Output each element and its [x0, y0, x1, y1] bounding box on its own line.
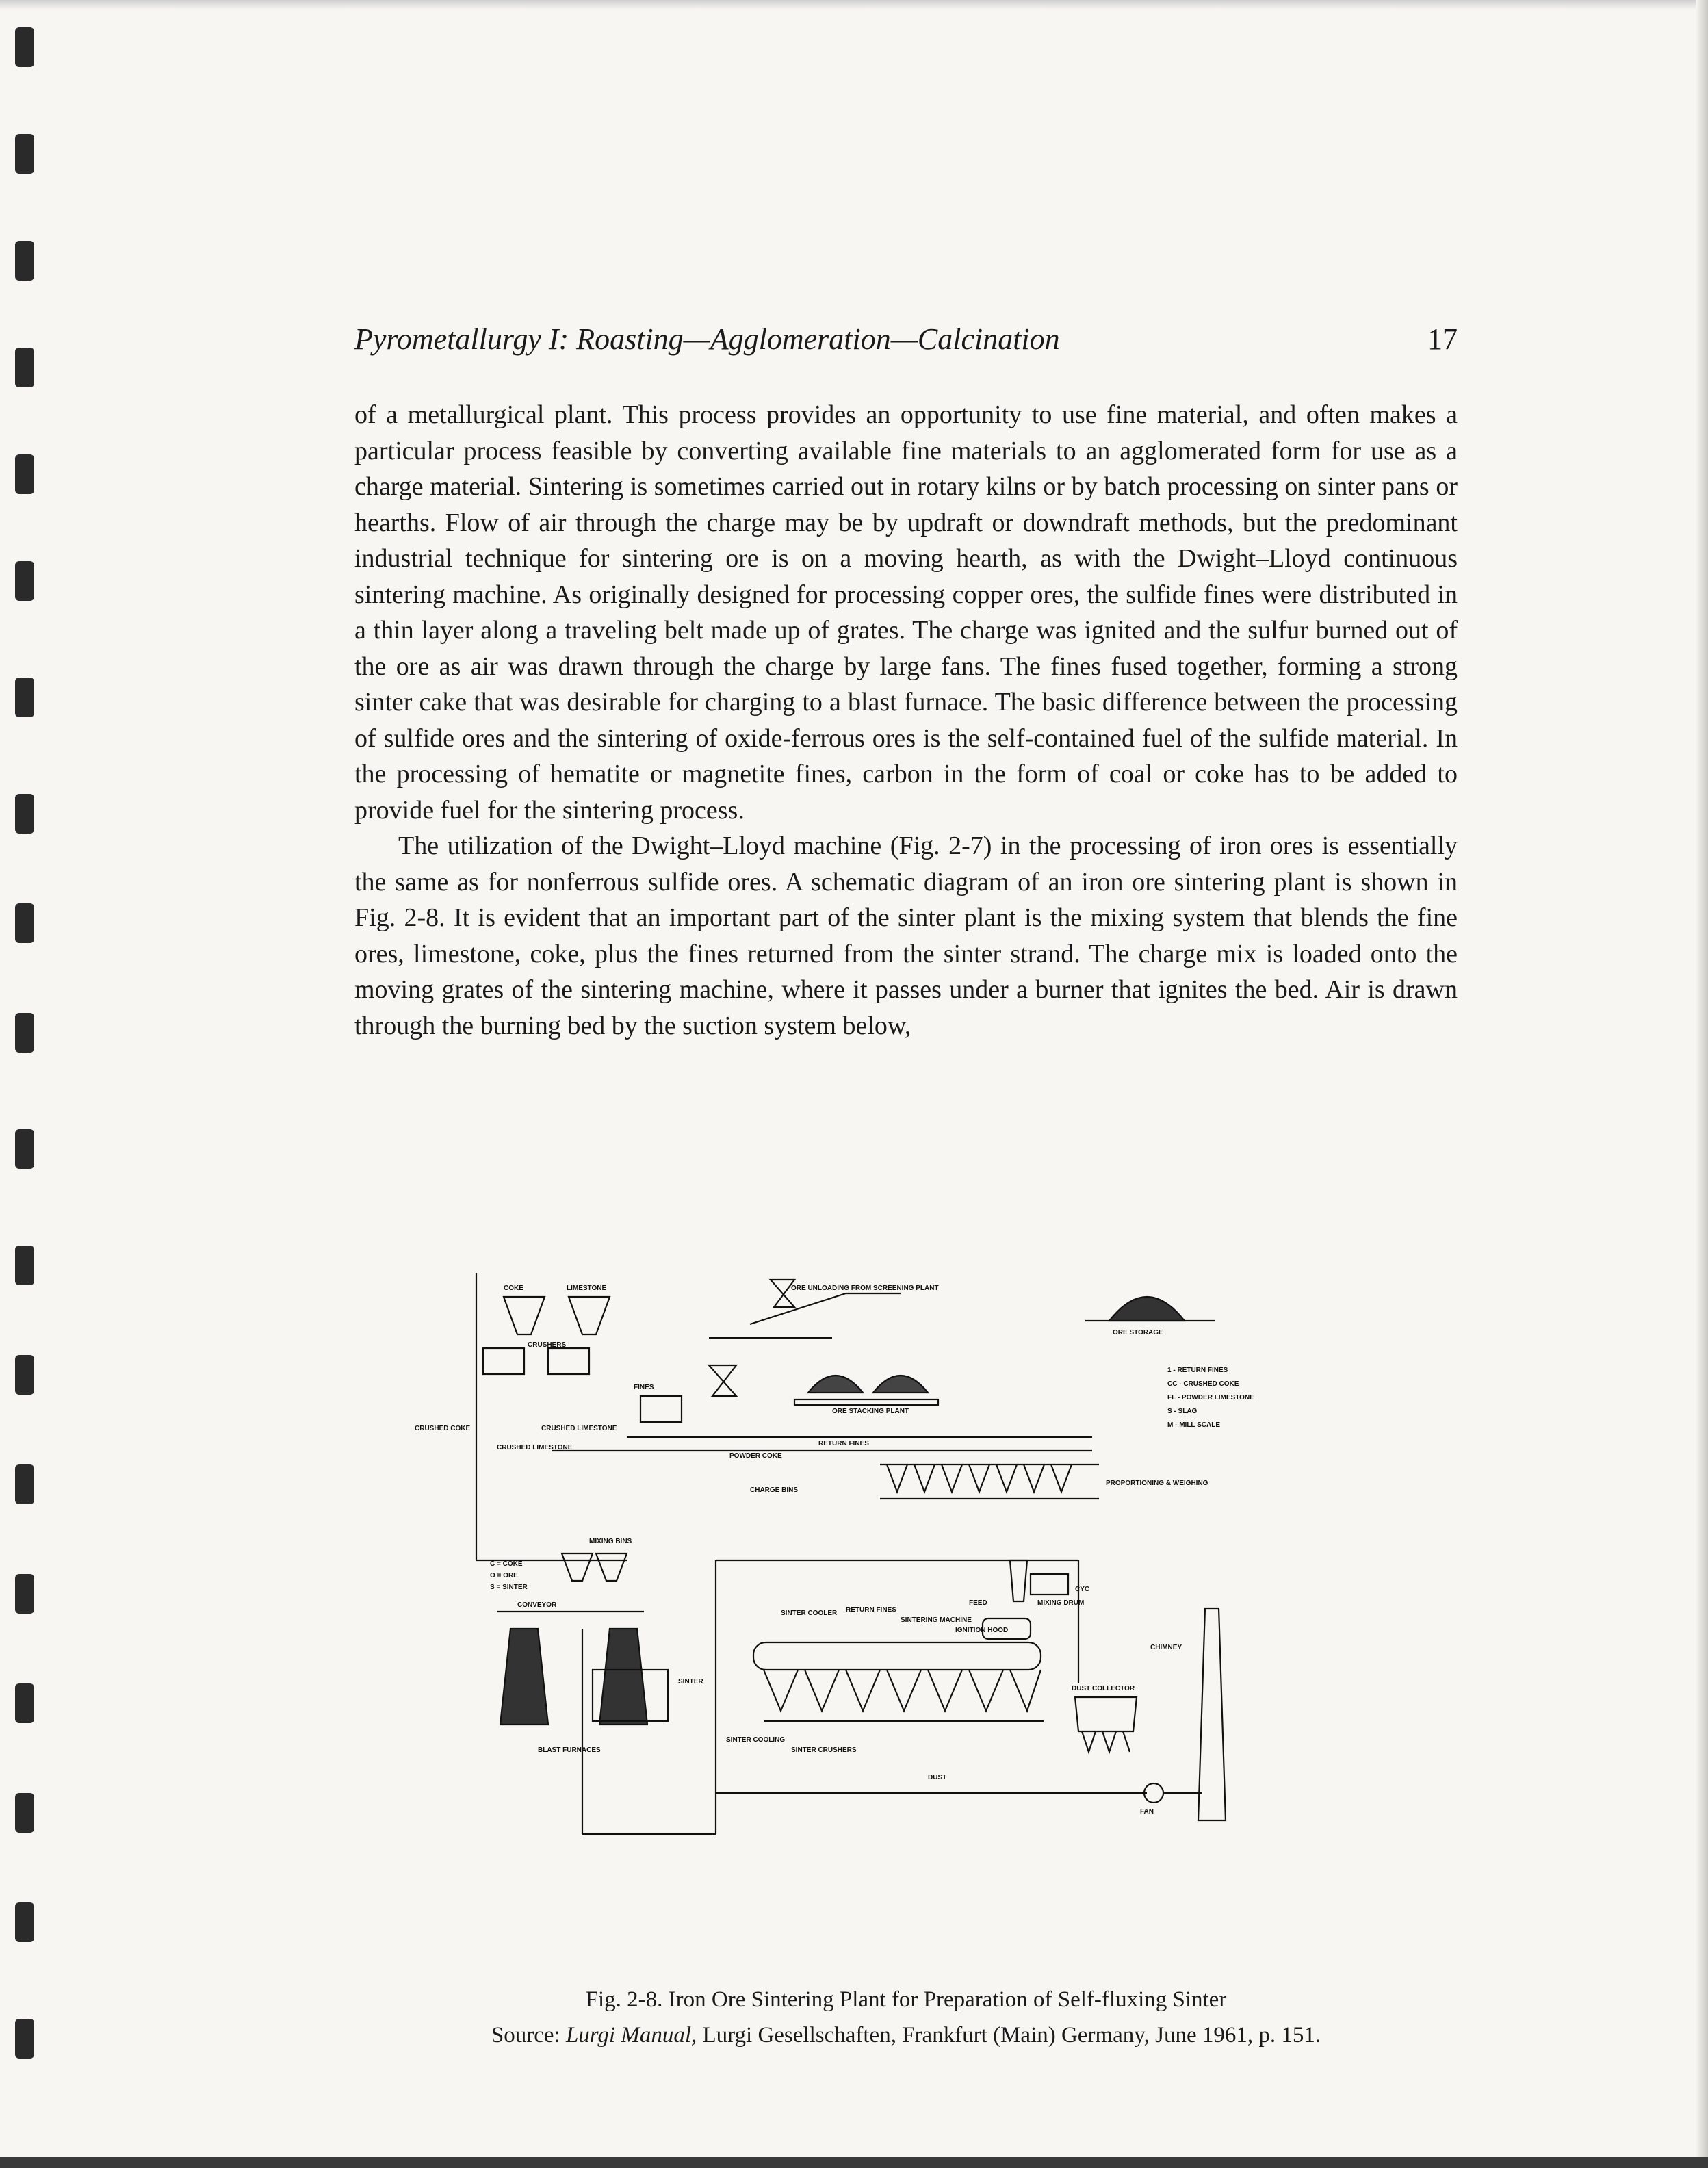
diagram-label: RETURN FINES [846, 1606, 896, 1614]
diagram-label: 1 - RETURN FINES [1167, 1367, 1228, 1374]
diagram-label: CYC [1075, 1586, 1090, 1593]
source-label: Source: [491, 2023, 560, 2048]
diagram-label: O = ORE [490, 1572, 518, 1579]
diagram-label: SINTER COOLING [726, 1736, 786, 1744]
blast-furnace-icon [500, 1629, 548, 1725]
binding-hole [15, 27, 34, 67]
binding-hole [15, 561, 34, 601]
diagram-label: DUST [928, 1774, 947, 1781]
mixing-bin-icon [596, 1553, 627, 1581]
diagram-label: CC - CRUSHED COKE [1167, 1380, 1239, 1388]
diagram-label: M - MILL SCALE [1167, 1421, 1221, 1429]
diagram-label: CRUSHED LIMESTONE [541, 1425, 617, 1432]
source-title: Lurgi Manual, [565, 2023, 697, 2048]
binding-hole [15, 903, 34, 943]
binding-hole [15, 1129, 34, 1169]
diagram-label: COKE [504, 1285, 523, 1292]
sintering-machine-icon [753, 1642, 1041, 1670]
diagram-label: CRUSHED COKE [415, 1425, 471, 1432]
diagram-label: ORE STACKING PLANT [832, 1408, 909, 1415]
binding-hole [15, 678, 34, 717]
blast-furnace-icon [599, 1629, 647, 1725]
coke-bin-icon [504, 1297, 545, 1334]
mixing-bin-icon [562, 1553, 593, 1581]
diagram-label: BLAST FURNACES [538, 1746, 601, 1754]
binding-hole [15, 1793, 34, 1833]
running-header [354, 322, 1458, 363]
ore-pile-icon [808, 1376, 863, 1393]
figure-source [354, 2017, 1458, 2053]
binding-hole [15, 1683, 34, 1723]
diagram-label: LIMESTONE [567, 1285, 607, 1292]
dust-collector-icon [1075, 1697, 1137, 1731]
binding-hole [15, 454, 34, 494]
diagram-label: MIXING BINS [589, 1538, 632, 1545]
binding-hole [15, 348, 34, 387]
crusher-icon [709, 1365, 736, 1396]
fan-icon [1144, 1783, 1163, 1803]
fan-icon [1031, 1574, 1068, 1595]
sintering-plant-diagram [408, 1232, 1400, 1964]
paragraph: The utilization of the Dwight–Lloyd machine (Fig. 2-7) in the processing of iron ores is essentially the same as for nonferrous sulfide ores. A schematic diagram of an iron ore sintering plant is shown in Fig. 2-8. It is evident that an important part of the sinter plant is the mixing system that blends the fine ores, limestone, coke, plus the fines returned from the sinter strand. The charge mix is loaded onto the moving grates of the sintering machine, where it passes under a burner that ignites the bed. Air is drawn through the burning bed by the suction system below, [354, 831, 1458, 1040]
diagram-label: FEED [969, 1599, 987, 1607]
diagram-label: MIXING DRUM [1037, 1599, 1085, 1607]
ore-pile-icon [873, 1376, 928, 1393]
scan-edge-top [0, 0, 1708, 10]
diagram-label: RETURN FINES [818, 1440, 869, 1447]
binding-hole [15, 1246, 34, 1285]
diagram-label: ORE STORAGE [1113, 1329, 1163, 1337]
diagram-label: CONVEYOR [517, 1601, 557, 1609]
binding-hole [15, 134, 34, 174]
diagram-label: S = SINTER [490, 1584, 528, 1591]
diagram-label: IGNITION HOOD [955, 1627, 1009, 1634]
crusher-icon [640, 1396, 682, 1422]
limestone-bin-icon [569, 1297, 610, 1334]
crusher-icon [548, 1348, 589, 1374]
ore-pile-icon [1109, 1297, 1185, 1321]
diagram-label: PROPORTIONING & WEIGHING [1106, 1480, 1208, 1487]
binding-hole [15, 1355, 34, 1395]
diagram-label: SINTERING MACHINE [901, 1616, 972, 1624]
binding-hole [15, 1464, 34, 1504]
crusher-icon [483, 1348, 524, 1374]
diagram-label: FL - POWDER LIMESTONE [1167, 1394, 1254, 1402]
body-text [354, 397, 1458, 1044]
diagram-label: CHIMNEY [1150, 1644, 1182, 1651]
diagram-label: ORE UNLOADING FROM SCREENING PLANT [791, 1285, 939, 1292]
source-details: Lurgi Gesellschaften, Frankfurt (Main) Germany, June 1961, p. 151. [702, 2023, 1321, 2048]
diagram-label: POWDER COKE [729, 1452, 782, 1460]
diagram-label: SINTER CRUSHERS [791, 1746, 857, 1754]
binding-hole [15, 1902, 34, 1942]
binding-hole [15, 2019, 34, 2059]
diagram-label: C = COKE [490, 1560, 523, 1568]
diagram-label: DUST COLLECTOR [1072, 1685, 1135, 1692]
diagram-label: S - SLAG [1167, 1408, 1198, 1415]
page-number: 17 [1427, 322, 1458, 356]
binding-hole [15, 1013, 34, 1053]
diagram-label: CRUSHERS [528, 1341, 567, 1349]
paragraph: of a metallurgical plant. This process provides an opportunity to use fine material, and often makes a particular process feasible by converting available fine materials to an agglomerated form for use as a charge material. Sintering is sometimes carried out in rotary kilns or by batch processing on sinter pans or hearths. Flow of air through the charge may be by updraft or downdraft methods, but the predominant industrial technique for sintering ore is on a moving hearth, as with the Dwight–Lloyd continuous sintering machine. As originally designed for processing copper ores, the sulfide fines were distributed in a thin layer along a traveling belt made up of grates. The charge was ignited and the sulfur burned out of the ore as air was drawn through the charge by large fans. The fines fused together, forming a strong sinter cake that was desirable for charging to a blast furnace. The basic difference between the processing of sulfide ores and the sintering of oxide-ferrous ores is the self-contained fuel of the sulfide material. In the processing of hematite or magnetite fines, carbon in the form of coal or coke has to be added to provide fuel for the sintering process. [354, 400, 1458, 825]
cyclone-icon [1010, 1560, 1027, 1601]
scan-edge-right [1696, 0, 1708, 2168]
diagram-label: CHARGE BINS [750, 1486, 799, 1494]
diagram-label: SINTER COOLER [781, 1610, 838, 1617]
binding-hole [15, 794, 34, 834]
binding-hole [15, 241, 34, 281]
diagram-label: FAN [1140, 1808, 1154, 1816]
chimney-icon [1198, 1608, 1226, 1820]
running-title: Pyrometallurgy I: Roasting—Agglomeration—Calcination [354, 322, 1060, 356]
crusher-icon [771, 1280, 794, 1307]
binding-hole [15, 1574, 34, 1614]
diagram-label: CRUSHED LIMESTONE [497, 1444, 573, 1451]
diagram-label: SINTER [678, 1678, 703, 1686]
diagram-label: FINES [634, 1384, 654, 1391]
figure-caption: Fig. 2-8. Iron Ore Sintering Plant for Preparation of Self-fluxing Sinter [585, 1987, 1227, 2012]
scan-edge-bottom [0, 2157, 1708, 2168]
